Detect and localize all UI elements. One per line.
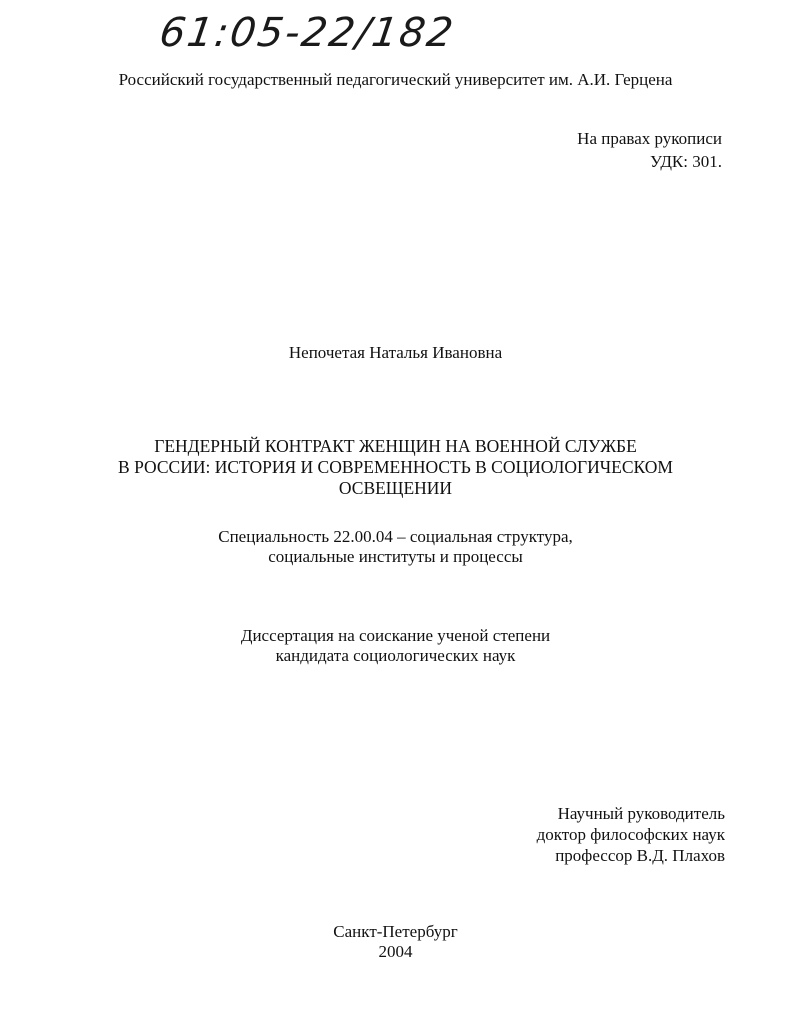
year: 2004 bbox=[378, 942, 413, 961]
specialty-block bbox=[0, 527, 791, 567]
city: Санкт-Петербург bbox=[333, 922, 458, 941]
manuscript-rights-label: На правах рукописи bbox=[577, 129, 722, 148]
degree-line-1: Диссертация на соискание ученой степени bbox=[240, 626, 551, 645]
dissertation-title bbox=[0, 436, 791, 499]
advisor-name: профессор В.Д. Плахов bbox=[555, 846, 725, 865]
title-line-2: В РОССИИ: ИСТОРИЯ И СОВРЕМЕННОСТЬ В СОЦИОЛОГИЧЕСКОМ bbox=[118, 457, 673, 477]
manuscript-rights-block bbox=[577, 127, 722, 173]
author-name: Непочетая Наталья Ивановна bbox=[288, 343, 503, 362]
university-name: Российский государственный педагогический университет им. А.И. Герцена bbox=[118, 70, 673, 89]
udc-code: УДК: 301. bbox=[650, 152, 722, 171]
degree-line-2: кандидата социологических наук bbox=[275, 646, 516, 665]
advisor-degree: доктор философских наук bbox=[536, 825, 725, 844]
place-and-year bbox=[0, 922, 791, 962]
specialty-line-2: социальные институты и процессы bbox=[268, 547, 523, 566]
handwritten-catalog-number: 61:05-22/182 bbox=[156, 10, 458, 56]
advisor-block bbox=[537, 803, 725, 866]
title-line-3: ОСВЕЩЕНИИ bbox=[338, 478, 453, 498]
title-line-1: ГЕНДЕРНЫЙ КОНТРАКТ ЖЕНЩИН НА ВОЕННОЙ СЛУЖБЕ bbox=[154, 436, 637, 456]
specialty-line-1: Специальность 22.00.04 – социальная структура, bbox=[218, 527, 573, 546]
degree-block bbox=[0, 626, 791, 666]
advisor-label: Научный руководитель bbox=[557, 804, 725, 823]
